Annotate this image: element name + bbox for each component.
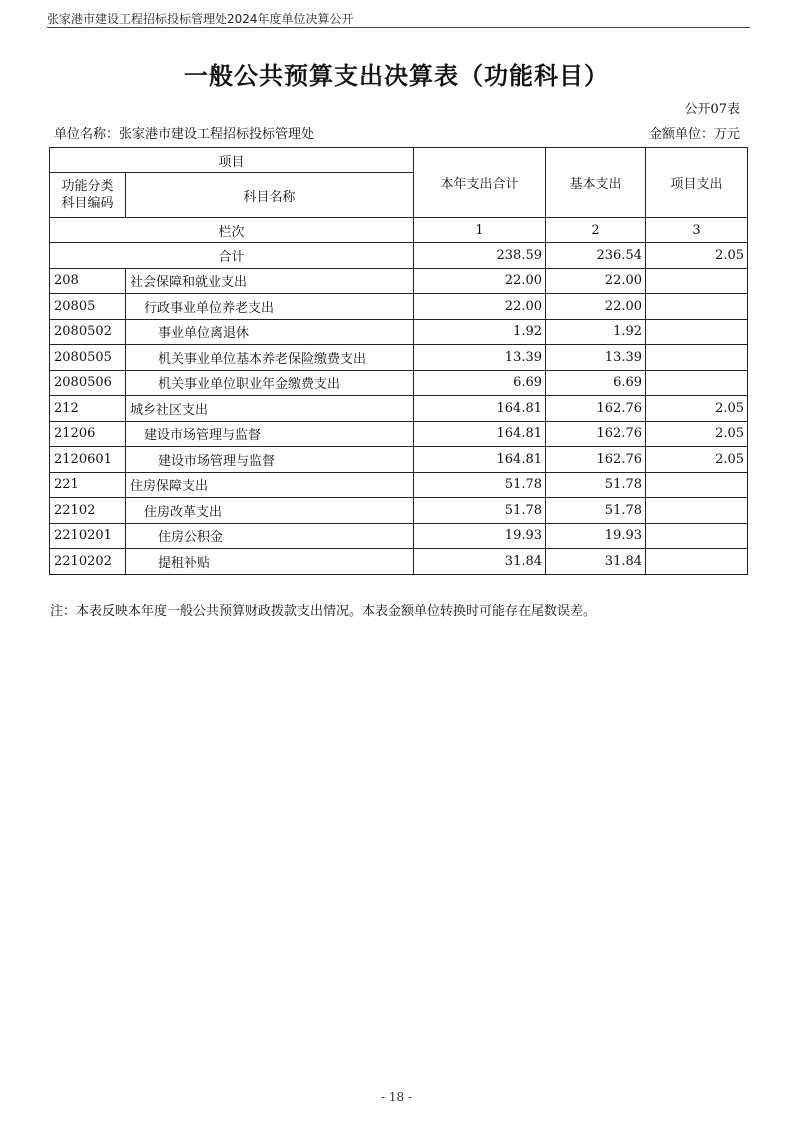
table-row — [50, 447, 748, 473]
table-row — [50, 294, 748, 320]
row-subject-name: 机关事业单位职业年金缴费支出 — [126, 370, 414, 396]
table-row — [50, 396, 748, 422]
header-func-code: 功能分类科目编码 — [50, 173, 126, 218]
row-basic: 19.93 — [546, 523, 646, 549]
row-subject-name: 住房改革支出 — [126, 498, 414, 524]
document-title: 一般公共预算支出决算表（功能科目） — [184, 62, 609, 90]
row-project — [646, 472, 748, 498]
column-index-2: 2 — [546, 218, 646, 243]
row-subject-name: 建设市场管理与监督 — [126, 447, 414, 473]
row-basic: 162.76 — [546, 421, 646, 447]
row-subject-name: 事业单位离退休 — [126, 319, 414, 345]
table-row — [50, 523, 748, 549]
row-code: 208 — [50, 268, 126, 294]
row-project: 2.05 — [646, 421, 748, 447]
header-column-index: 栏次 — [50, 218, 414, 243]
row-project — [646, 498, 748, 524]
unit-name: 单位名称：张家港市建设工程招标投标管理处 — [54, 127, 315, 142]
row-total: 1.92 — [414, 319, 546, 345]
row-project — [646, 345, 748, 371]
row-total: 22.00 — [414, 268, 546, 294]
header-project: 项目 — [50, 148, 414, 173]
row-project — [646, 370, 748, 396]
row-code: 2210202 — [50, 549, 126, 575]
row-basic: 162.76 — [546, 447, 646, 473]
totals-label: 合计 — [50, 243, 414, 269]
row-total: 22.00 — [414, 294, 546, 320]
row-total: 164.81 — [414, 421, 546, 447]
row-project — [646, 319, 748, 345]
row-project — [646, 268, 748, 294]
header-divider — [47, 27, 750, 28]
row-subject-name: 行政事业单位养老支出 — [126, 294, 414, 320]
row-basic: 51.78 — [546, 472, 646, 498]
row-basic: 13.39 — [546, 345, 646, 371]
table-row — [50, 370, 748, 396]
row-code: 2080506 — [50, 370, 126, 396]
row-project — [646, 523, 748, 549]
amount-unit: 金额单位：万元 — [648, 127, 740, 142]
row-total: 164.81 — [414, 396, 546, 422]
row-total: 164.81 — [414, 447, 546, 473]
row-basic: 6.69 — [546, 370, 646, 396]
row-code: 2210201 — [50, 523, 126, 549]
column-index-3: 3 — [646, 218, 748, 243]
row-basic: 162.76 — [546, 396, 646, 422]
row-basic: 1.92 — [546, 319, 646, 345]
header-subject-name: 科目名称 — [126, 173, 414, 218]
table-number: 公开07表 — [684, 102, 740, 117]
table-row — [50, 319, 748, 345]
row-total: 31.84 — [414, 549, 546, 575]
row-project — [646, 549, 748, 575]
column-index-1: 1 — [414, 218, 546, 243]
page-header: 张家港市建设工程招标投标管理处2024年度单位决算公开 — [47, 12, 354, 26]
totals-basic: 236.54 — [546, 243, 646, 269]
table-row — [50, 549, 748, 575]
row-basic: 22.00 — [546, 268, 646, 294]
row-subject-name: 社会保障和就业支出 — [126, 268, 414, 294]
row-basic: 51.78 — [546, 498, 646, 524]
row-project — [646, 294, 748, 320]
totals-total: 238.59 — [414, 243, 546, 269]
budget-table — [49, 147, 748, 575]
row-subject-name: 住房公积金 — [126, 523, 414, 549]
header-total: 本年支出合计 — [414, 148, 546, 218]
row-total: 6.69 — [414, 370, 546, 396]
row-total: 51.78 — [414, 472, 546, 498]
row-basic: 22.00 — [546, 294, 646, 320]
row-subject-name: 提租补贴 — [126, 549, 414, 575]
row-code: 2080502 — [50, 319, 126, 345]
row-subject-name: 建设市场管理与监督 — [126, 421, 414, 447]
table-row — [50, 472, 748, 498]
table-row — [50, 268, 748, 294]
row-subject-name: 城乡社区支出 — [126, 396, 414, 422]
row-subject-name: 住房保障支出 — [126, 472, 414, 498]
totals-row — [50, 243, 748, 269]
row-code: 21206 — [50, 421, 126, 447]
row-subject-name: 机关事业单位基本养老保险缴费支出 — [126, 345, 414, 371]
row-code: 2120601 — [50, 447, 126, 473]
table-row — [50, 498, 748, 524]
row-project: 2.05 — [646, 396, 748, 422]
row-code: 212 — [50, 396, 126, 422]
page-number: - 18 - — [380, 1090, 412, 1104]
row-total: 13.39 — [414, 345, 546, 371]
row-project: 2.05 — [646, 447, 748, 473]
header-basic: 基本支出 — [546, 148, 646, 218]
header-project-expense: 项目支出 — [646, 148, 748, 218]
table-note: 注：本表反映本年度一般公共预算财政拨款支出情况。本表金额单位转换时可能存在尾数误差。 — [50, 604, 597, 619]
table-row — [50, 345, 748, 371]
row-total: 19.93 — [414, 523, 546, 549]
row-code: 22102 — [50, 498, 126, 524]
table-row — [50, 421, 748, 447]
row-code: 221 — [50, 472, 126, 498]
row-total: 51.78 — [414, 498, 546, 524]
totals-project: 2.05 — [646, 243, 748, 269]
row-code: 2080505 — [50, 345, 126, 371]
row-basic: 31.84 — [546, 549, 646, 575]
row-code: 20805 — [50, 294, 126, 320]
